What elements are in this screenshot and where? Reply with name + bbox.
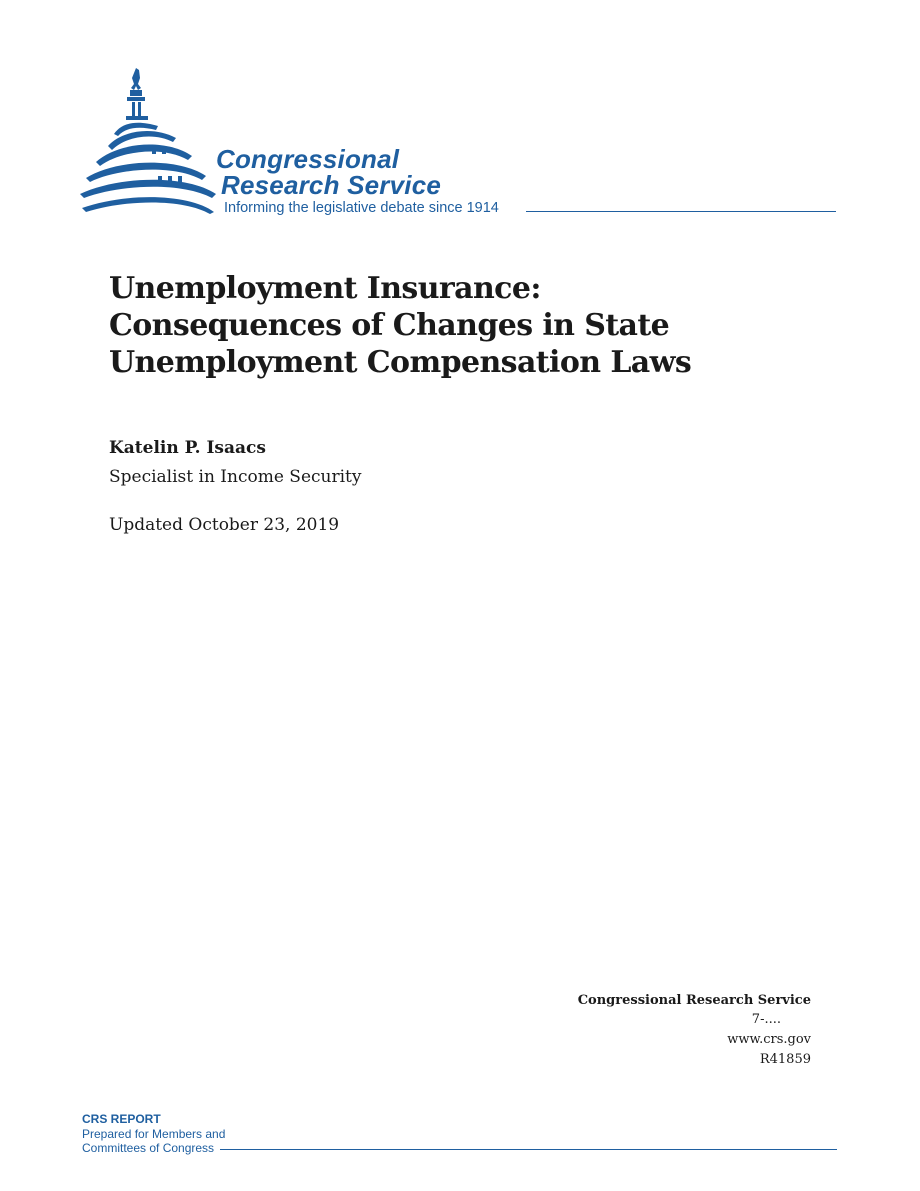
meta-report-number: R41859	[759, 1052, 811, 1067]
report-title-line-1: Unemployment Insurance:	[109, 271, 541, 306]
report-meta	[578, 992, 811, 1070]
logo-line-research-service: Research Service	[221, 170, 442, 200]
report-title-line-2: Consequences of Changes in State	[109, 308, 670, 343]
meta-org: Congressional Research Service	[577, 993, 811, 1008]
footer-divider	[220, 1149, 837, 1150]
meta-code: 7-....	[751, 1012, 781, 1027]
meta-url: www.crs.gov	[727, 1032, 811, 1047]
logo-line-congressional: Congressional	[216, 144, 400, 174]
capitol-dome-icon	[78, 64, 218, 224]
footer-label: CRS REPORT	[82, 1112, 161, 1126]
author-role: Specialist in Income Security	[109, 467, 362, 487]
author-name: Katelin P. Isaacs	[109, 438, 266, 458]
report-title-line-3: Unemployment Compensation Laws	[109, 345, 692, 380]
logo-tagline: Informing the legislative debate since 1914	[224, 200, 499, 216]
crs-report-footer	[82, 1112, 837, 1158]
crs-logo	[78, 64, 838, 224]
footer-line-2: Prepared for Members and	[82, 1127, 226, 1141]
footer-line-3: Committees of Congress	[82, 1141, 215, 1155]
report-title	[109, 270, 809, 381]
logo-divider	[526, 211, 836, 212]
updated-date: Updated October 23, 2019	[109, 515, 340, 535]
